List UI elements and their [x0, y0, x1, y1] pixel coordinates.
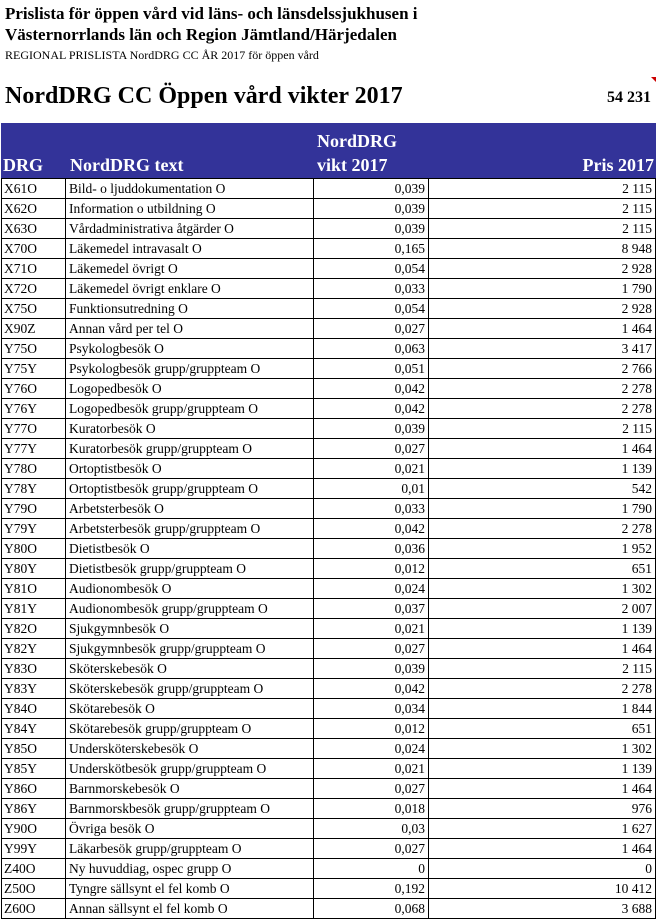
cell-pris: 2 928 [429, 259, 656, 279]
cell-drg: Y79O [2, 499, 66, 519]
cell-pris: 3 688 [429, 899, 656, 919]
cell-vikt: 0,021 [314, 619, 429, 639]
cell-text: Dietistbesök grupp/gruppteam O [66, 559, 314, 579]
cell-pris: 2 115 [429, 419, 656, 439]
cell-pris: 3 417 [429, 339, 656, 359]
table-row [2, 659, 656, 679]
cell-drg: Y84Y [2, 719, 66, 739]
cell-vikt: 0,027 [314, 779, 429, 799]
cell-drg: X90Z [2, 319, 66, 339]
cell-vikt: 0,03 [314, 819, 429, 839]
table-row [2, 219, 656, 239]
column-header-vikt-line2: vikt 2017 [317, 155, 388, 175]
table-row [2, 299, 656, 319]
cell-vikt: 0,042 [314, 679, 429, 699]
cell-pris: 2 278 [429, 399, 656, 419]
cell-text: Dietistbesök O [66, 539, 314, 559]
cell-drg: Y75O [2, 339, 66, 359]
heading-line-2: Västernorrlands län och Region Jämtland/Härjedalen [5, 25, 397, 44]
cell-drg: Y83O [2, 659, 66, 679]
cell-vikt: 0,039 [314, 219, 429, 239]
cell-pris: 651 [429, 719, 656, 739]
cell-vikt: 0,063 [314, 339, 429, 359]
cell-text: Bild- o ljuddokumentation O [66, 179, 314, 199]
cell-pris: 1 139 [429, 619, 656, 639]
cell-vikt: 0,051 [314, 359, 429, 379]
table-row [2, 439, 656, 459]
cell-pris: 1 627 [429, 819, 656, 839]
table-row [2, 279, 656, 299]
cell-text: Arbetsterbesök O [66, 499, 314, 519]
table-row [2, 499, 656, 519]
cell-vikt: 0,027 [314, 639, 429, 659]
total-value: 54 231 [607, 89, 651, 106]
table-row [2, 459, 656, 479]
cell-vikt: 0,042 [314, 399, 429, 419]
table-row [2, 519, 656, 539]
cell-text: Ortoptistbesök O [66, 459, 314, 479]
cell-vikt: 0,034 [314, 699, 429, 719]
cell-pris: 976 [429, 799, 656, 819]
cell-vikt: 0,042 [314, 519, 429, 539]
column-header-drg: DRG [3, 155, 43, 175]
cell-text: Läkemedel övrigt O [66, 259, 314, 279]
cell-drg: Y82O [2, 619, 66, 639]
cell-drg: Y78Y [2, 479, 66, 499]
cell-vikt: 0,027 [314, 319, 429, 339]
cell-text: Funktionsutredning O [66, 299, 314, 319]
table-header [1, 123, 656, 178]
cell-drg: Y90O [2, 819, 66, 839]
cell-pris: 0 [429, 859, 656, 879]
table-row [2, 539, 656, 559]
cell-text: Audionombesök grupp/gruppteam O [66, 599, 314, 619]
cell-pris: 2 766 [429, 359, 656, 379]
cell-vikt: 0,012 [314, 719, 429, 739]
cell-drg: X71O [2, 259, 66, 279]
cell-text: Vårdadministrativa åtgärder O [66, 219, 314, 239]
cell-text: Undersköterskebesök O [66, 739, 314, 759]
table-row [2, 779, 656, 799]
cell-drg: Y85O [2, 739, 66, 759]
cell-text: Psykologbesök grupp/gruppteam O [66, 359, 314, 379]
cell-vikt: 0,042 [314, 379, 429, 399]
cell-drg: Y78O [2, 459, 66, 479]
cell-drg: Y77Y [2, 439, 66, 459]
heading-subtitle: REGIONAL PRISLISTA NordDRG CC ÅR 2017 för öppen vård [5, 48, 319, 62]
cell-pris: 651 [429, 559, 656, 579]
cell-text: Sjukgymnbesök grupp/gruppteam O [66, 639, 314, 659]
column-header-pris: Pris 2017 [582, 155, 654, 175]
cell-text: Läkemedel intravasalt O [66, 239, 314, 259]
table-row [2, 899, 656, 919]
cell-text: Skötarebesök grupp/gruppteam O [66, 719, 314, 739]
cell-pris: 10 412 [429, 879, 656, 899]
table-row [2, 739, 656, 759]
table-row [2, 259, 656, 279]
table-row [2, 579, 656, 599]
cell-drg: Y99Y [2, 839, 66, 859]
cell-text: Sköterskebesök O [66, 659, 314, 679]
cell-vikt: 0 [314, 859, 429, 879]
cell-drg: X63O [2, 219, 66, 239]
table-row [2, 319, 656, 339]
cell-pris: 2 115 [429, 219, 656, 239]
cell-vikt: 0,021 [314, 459, 429, 479]
table-row [2, 379, 656, 399]
table-row [2, 859, 656, 879]
comment-marker-icon [651, 77, 656, 82]
table-row [2, 619, 656, 639]
cell-vikt: 0,036 [314, 539, 429, 559]
table-row [2, 719, 656, 739]
cell-drg: Y86O [2, 779, 66, 799]
cell-drg: X62O [2, 199, 66, 219]
cell-text: Arbetsterbesök grupp/gruppteam O [66, 519, 314, 539]
table-row [2, 559, 656, 579]
table-row [2, 479, 656, 499]
cell-drg: X61O [2, 179, 66, 199]
cell-pris: 1 139 [429, 759, 656, 779]
cell-drg: Y75Y [2, 359, 66, 379]
cell-text: Kuratorbesök O [66, 419, 314, 439]
table-row [2, 399, 656, 419]
cell-pris: 2 115 [429, 179, 656, 199]
cell-vikt: 0,054 [314, 299, 429, 319]
cell-vikt: 0,027 [314, 839, 429, 859]
cell-text: Audionombesök O [66, 579, 314, 599]
cell-pris: 1 464 [429, 639, 656, 659]
cell-pris: 8 948 [429, 239, 656, 259]
cell-pris: 1 302 [429, 739, 656, 759]
cell-vikt: 0,033 [314, 279, 429, 299]
cell-drg: Y86Y [2, 799, 66, 819]
cell-text: Skötarebesök O [66, 699, 314, 719]
column-header-vikt-line1: NordDRG [317, 131, 397, 151]
cell-pris: 2 115 [429, 199, 656, 219]
heading-line-1: Prislista för öppen vård vid läns- och länsdelssjukhusen i [5, 4, 418, 23]
table-row [2, 359, 656, 379]
cell-drg: X75O [2, 299, 66, 319]
cell-vikt: 0,039 [314, 199, 429, 219]
cell-vikt: 0,01 [314, 479, 429, 499]
cell-text: Sjukgymnbesök O [66, 619, 314, 639]
cell-pris: 1 464 [429, 779, 656, 799]
cell-pris: 1 464 [429, 839, 656, 859]
cell-drg: Y80O [2, 539, 66, 559]
cell-pris: 1 302 [429, 579, 656, 599]
cell-pris: 1 844 [429, 699, 656, 719]
column-header-text: NordDRG text [70, 155, 184, 175]
cell-vikt: 0,039 [314, 659, 429, 679]
cell-drg: Y85Y [2, 759, 66, 779]
cell-pris: 2 928 [429, 299, 656, 319]
cell-vikt: 0,033 [314, 499, 429, 519]
cell-vikt: 0,012 [314, 559, 429, 579]
cell-drg: Y82Y [2, 639, 66, 659]
cell-vikt: 0,018 [314, 799, 429, 819]
cell-text: Information o utbildning O [66, 199, 314, 219]
cell-vikt: 0,039 [314, 419, 429, 439]
table-row [2, 239, 656, 259]
cell-vikt: 0,021 [314, 759, 429, 779]
cell-drg: X70O [2, 239, 66, 259]
cell-text: Logopedbesök O [66, 379, 314, 399]
table-row [2, 639, 656, 659]
cell-text: Kuratorbesök grupp/gruppteam O [66, 439, 314, 459]
cell-text: Ortoptistbesök grupp/gruppteam O [66, 479, 314, 499]
cell-pris: 2 115 [429, 659, 656, 679]
cell-drg: Y76Y [2, 399, 66, 419]
cell-text: Läkemedel övrigt enklare O [66, 279, 314, 299]
cell-text: Barnmorskbesök grupp/gruppteam O [66, 799, 314, 819]
table-row [2, 699, 656, 719]
cell-pris: 1 790 [429, 279, 656, 299]
cell-text: Sköterskebesök grupp/gruppteam O [66, 679, 314, 699]
cell-drg: Y76O [2, 379, 66, 399]
price-table [1, 178, 656, 919]
cell-text: Tyngre sällsynt el fel komb O [66, 879, 314, 899]
cell-vikt: 0,037 [314, 599, 429, 619]
cell-text: Ny huvuddiag, ospec grupp O [66, 859, 314, 879]
cell-pris: 2 278 [429, 679, 656, 699]
cell-pris: 2 278 [429, 379, 656, 399]
cell-drg: X72O [2, 279, 66, 299]
cell-drg: Y81O [2, 579, 66, 599]
cell-text: Läkarbesök grupp/gruppteam O [66, 839, 314, 859]
table-row [2, 179, 656, 199]
page-title: NordDRG CC Öppen vård vikter 2017 [5, 83, 403, 109]
table-row [2, 199, 656, 219]
table-row [2, 419, 656, 439]
cell-pris: 2 007 [429, 599, 656, 619]
cell-pris: 1 952 [429, 539, 656, 559]
cell-pris: 1 464 [429, 439, 656, 459]
cell-pris: 542 [429, 479, 656, 499]
table-row [2, 339, 656, 359]
cell-text: Underskötbesök grupp/gruppteam O [66, 759, 314, 779]
cell-drg: Y79Y [2, 519, 66, 539]
cell-vikt: 0,165 [314, 239, 429, 259]
cell-text: Annan vård per tel O [66, 319, 314, 339]
cell-drg: Y80Y [2, 559, 66, 579]
table-row [2, 599, 656, 619]
cell-drg: Y84O [2, 699, 66, 719]
cell-vikt: 0,027 [314, 439, 429, 459]
cell-vikt: 0,039 [314, 179, 429, 199]
cell-vikt: 0,068 [314, 899, 429, 919]
cell-vikt: 0,024 [314, 739, 429, 759]
cell-vikt: 0,024 [314, 579, 429, 599]
table-row [2, 799, 656, 819]
cell-pris: 1 139 [429, 459, 656, 479]
cell-pris: 1 790 [429, 499, 656, 519]
table-row [2, 839, 656, 859]
cell-drg: Z40O [2, 859, 66, 879]
cell-pris: 1 464 [429, 319, 656, 339]
cell-text: Barnmorskebesök O [66, 779, 314, 799]
cell-vikt: 0,192 [314, 879, 429, 899]
cell-vikt: 0,054 [314, 259, 429, 279]
cell-text: Annan sällsynt el fel komb O [66, 899, 314, 919]
cell-drg: Z60O [2, 899, 66, 919]
cell-text: Logopedbesök grupp/gruppteam O [66, 399, 314, 419]
cell-drg: Z50O [2, 879, 66, 899]
table-row [2, 819, 656, 839]
cell-text: Övriga besök O [66, 819, 314, 839]
cell-drg: Y77O [2, 419, 66, 439]
cell-drg: Y81Y [2, 599, 66, 619]
table-row [2, 679, 656, 699]
table-row [2, 759, 656, 779]
cell-drg: Y83Y [2, 679, 66, 699]
cell-text: Psykologbesök O [66, 339, 314, 359]
cell-pris: 2 278 [429, 519, 656, 539]
table-row [2, 879, 656, 899]
